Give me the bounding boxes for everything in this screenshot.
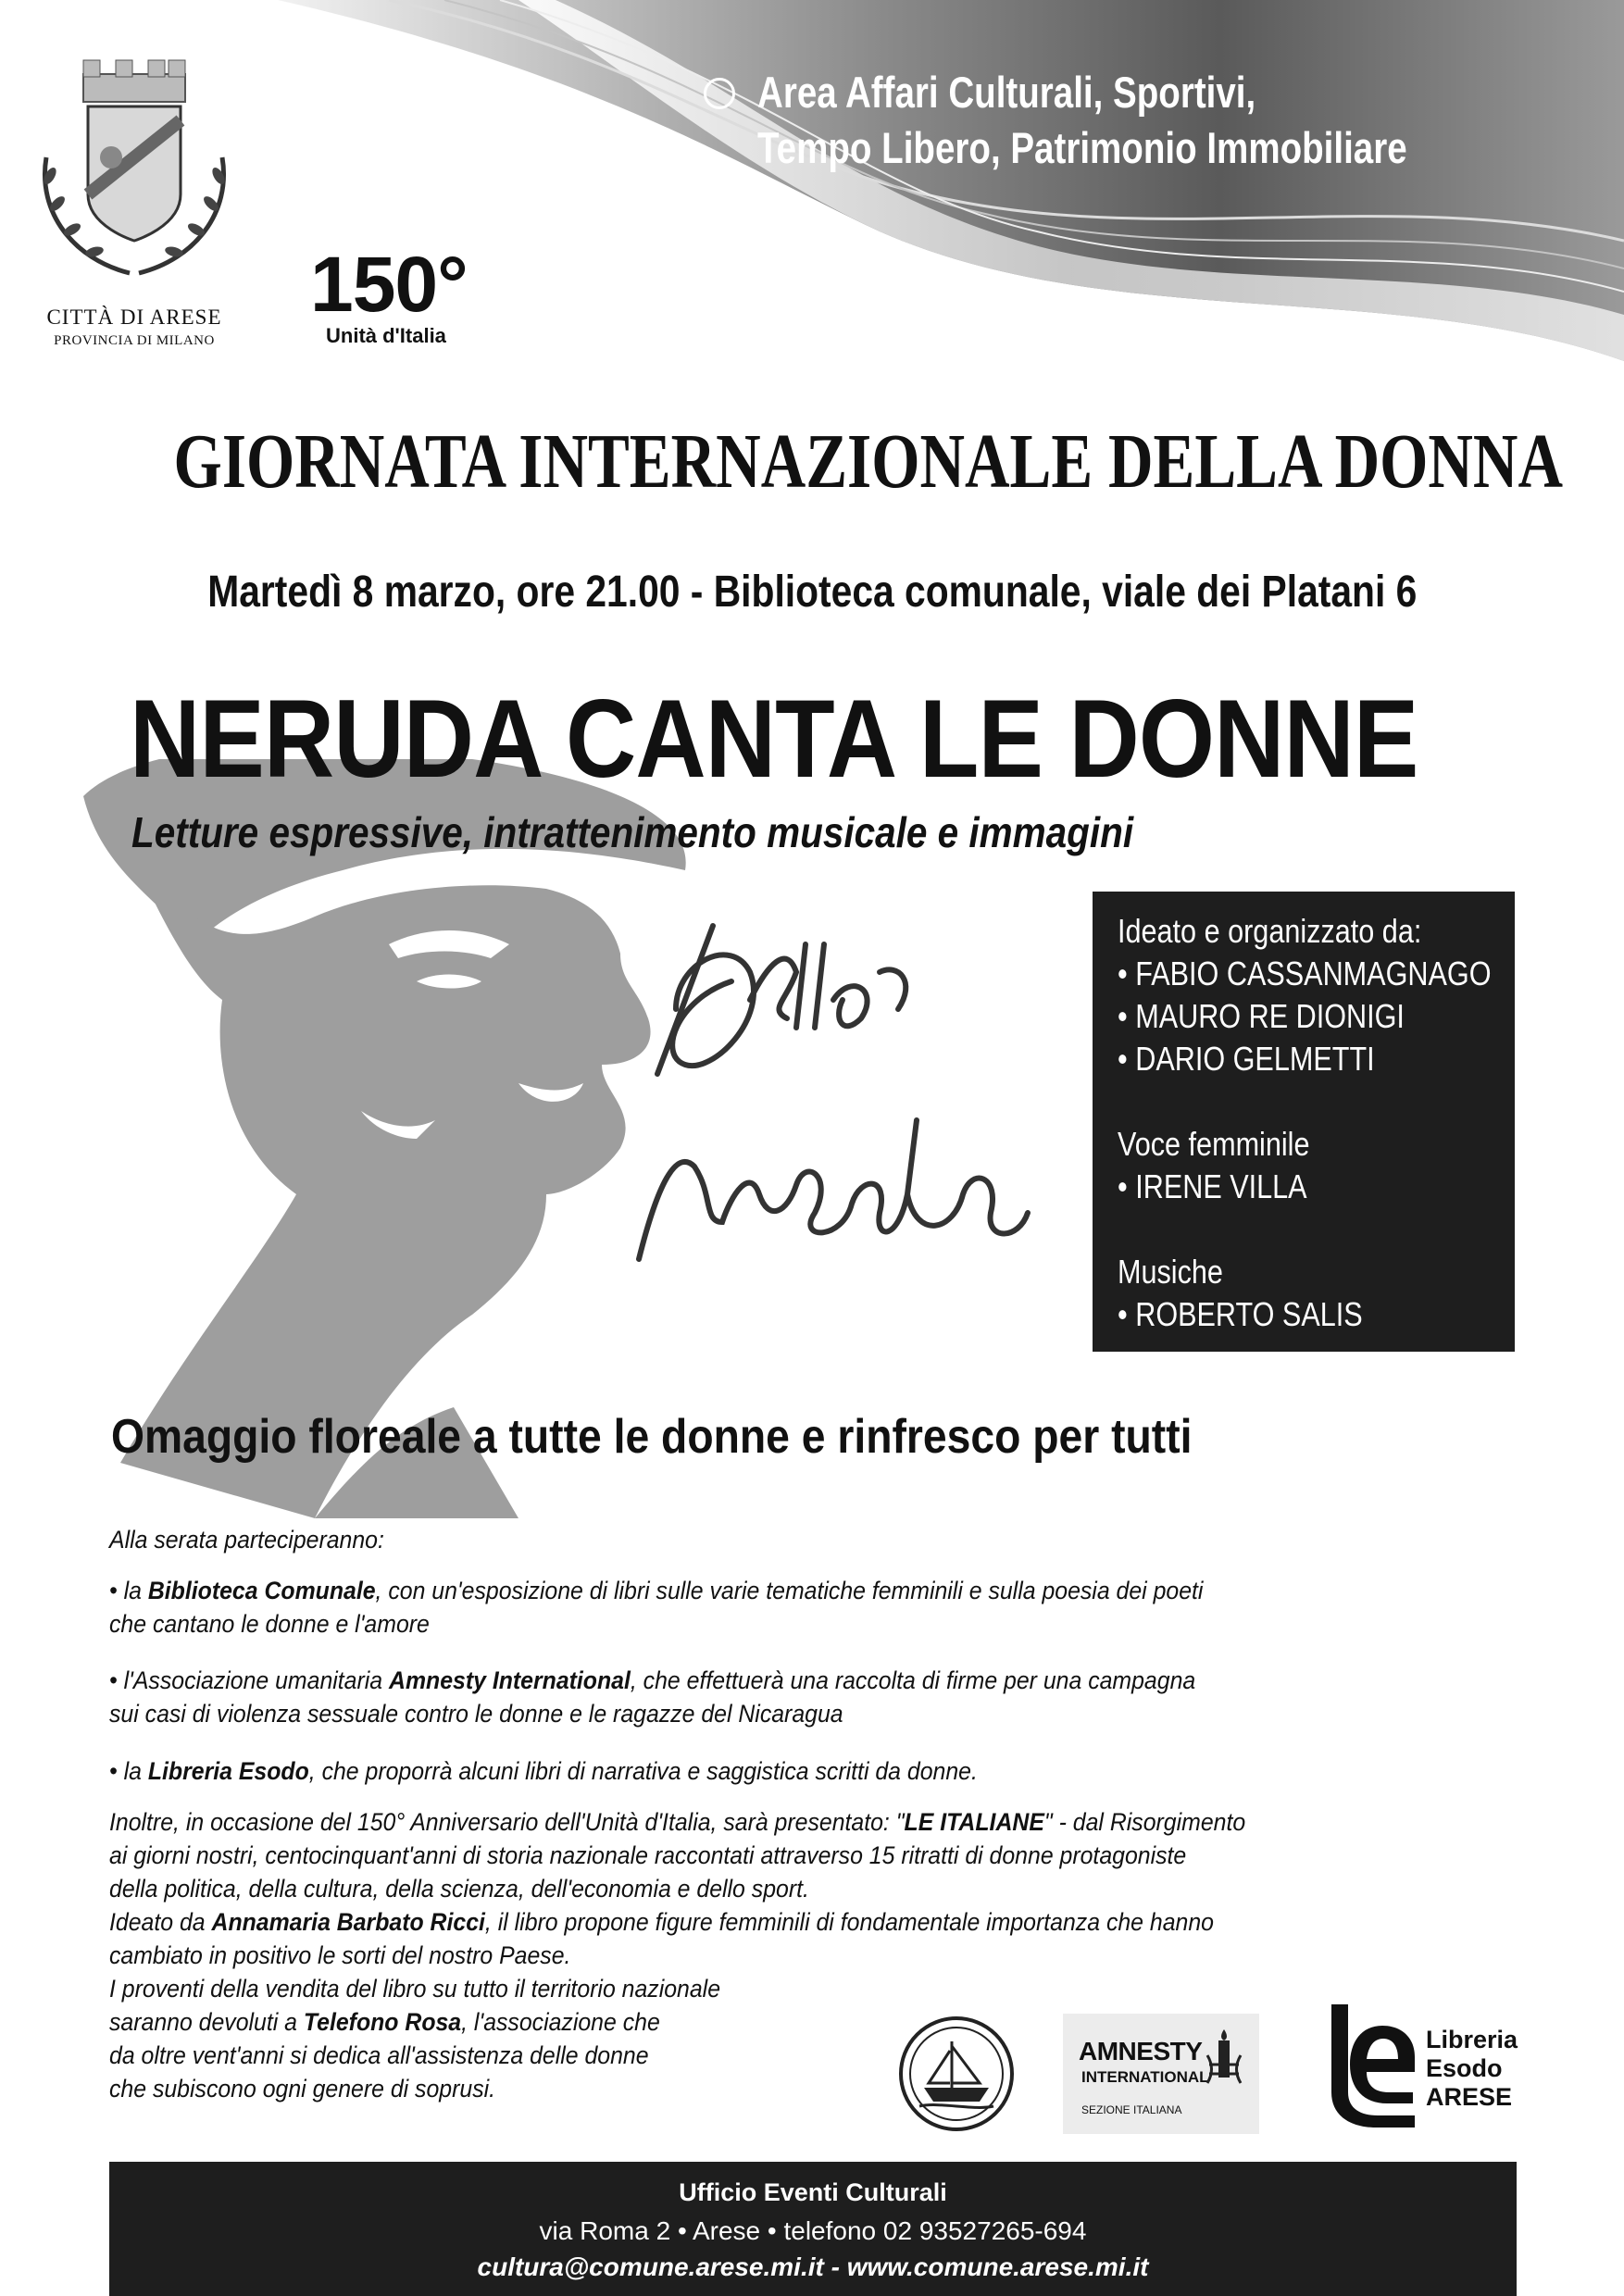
event-date-text: Martedì 8 marzo, ore 21.00 - Biblioteca comunale, viale dei Platani 6	[206, 568, 1418, 617]
text-line: della politica, della cultura, della scienza, dell'economia e dello sport.	[109, 1875, 809, 1903]
anniversary-label: Unità d'Italia	[326, 324, 446, 347]
department-line-2: Tempo Libero, Patrimonio Immobiliare	[757, 123, 1407, 172]
event-date-place	[0, 567, 1624, 618]
ship-seal-logo-icon	[896, 2014, 1017, 2134]
beneficiary-name: Telefono Rosa	[303, 2008, 462, 2036]
participant-desc: che cantano le donne e l'amore	[109, 1610, 430, 1638]
participant-desc: , che effettuerà una raccolta di firme per una campagna	[630, 1666, 1196, 1694]
bullet-prefix: • la	[109, 1757, 148, 1785]
organizer-item: • MAURO RE DIONIGI	[1118, 997, 1405, 1035]
participant-name: Amnesty International	[389, 1666, 631, 1694]
text-span: " - dal Risorgimento	[1043, 1808, 1246, 1836]
text-line: cambiato in positivo le sorti del nostro Paese.	[109, 1941, 571, 1969]
le-logo-icon	[1313, 2000, 1422, 2129]
anniversary-number: 150°	[310, 241, 468, 328]
show-title: NERUDA CANTA LE DONNE	[130, 677, 1418, 801]
music-heading: Musiche	[1118, 1253, 1223, 1291]
amnesty-logo-section: SEZIONE ITALIANA	[1081, 2103, 1182, 2116]
homage-headline: Omaggio floreale a tutte le donne e rinfresco per tutti	[111, 1410, 1193, 1464]
candle-icon	[1204, 2028, 1244, 2092]
text-span: , l'associazione che	[461, 2008, 660, 2036]
city-name: CITTÀ DI ARESE	[46, 306, 222, 329]
neruda-portrait-illustration	[83, 759, 1074, 1518]
text-line: che subiscono ogni genere di soprusi.	[109, 2075, 496, 2103]
participant-library	[109, 1574, 1203, 1641]
event-title	[0, 417, 1624, 506]
text-span: Inoltre, in occasione del 150° Anniversario dell'Unità d'Italia, sarà presentato: "	[109, 1808, 905, 1836]
libreria-logo-line: Esodo	[1426, 2054, 1503, 2082]
province-name: PROVINCIA DI MILANO	[54, 333, 215, 348]
amnesty-logo-intl: INTERNATIONAL	[1081, 2068, 1209, 2086]
participant-desc: , con un'esposizione di libri sulle varie tematiche femminili e sulla poesia dei poeti	[375, 1577, 1204, 1604]
show-subtitle: Letture espressive, intrattenimento musicale e immagini	[131, 808, 1134, 856]
libreria-logo-line: ARESE	[1426, 2083, 1513, 2111]
header-wave-decoration	[0, 0, 1624, 398]
participant-name: Biblioteca Comunale	[147, 1577, 376, 1604]
amnesty-logo-name: AMNESTY	[1079, 2037, 1203, 2065]
participant-name: Libreria Esodo	[147, 1757, 309, 1785]
credits-box	[1093, 892, 1515, 1352]
participant-amnesty	[109, 1664, 1195, 1730]
event-title-text: GIORNATA INTERNAZIONALE DELLA DONNA	[173, 418, 1563, 505]
text-span: Ideato da	[109, 1908, 212, 1936]
author-name: Annamaria Barbato Ricci	[211, 1908, 485, 1936]
text-line: ai giorni nostri, centocinquant'anni di storia nazionale raccontati attraverso 15 ritratti di donne protagoniste	[109, 1841, 1187, 1869]
organizer-item: • DARIO GELMETTI	[1118, 1040, 1375, 1078]
participant-desc: sui casi di violenza sessuale contro le donne e le ragazze del Nicaragua	[109, 1700, 843, 1728]
footer-office-title: Ufficio Eventi Culturali	[679, 2178, 947, 2206]
book-title: LE ITALIANE	[904, 1808, 1044, 1836]
circle-bullet-icon	[704, 78, 735, 109]
footer-address: via Roma 2 • Arese • telefono 02 93527265-694	[539, 2216, 1087, 2245]
voice-item: • IRENE VILLA	[1118, 1167, 1307, 1205]
city-crest-icon	[28, 56, 241, 287]
music-item: • ROBERTO SALIS	[1118, 1295, 1363, 1333]
text-span: saranno devoluti a	[109, 2008, 304, 2036]
bullet-prefix: • l'Associazione umanitaria	[109, 1666, 390, 1694]
department-line-1: Area Affari Culturali, Sportivi,	[757, 68, 1256, 117]
voice-heading: Voce femminile	[1118, 1125, 1310, 1163]
text-span: , il libro propone figure femminili di fondamentale importanza che hanno	[484, 1908, 1214, 1936]
participants-intro: Alla serata parteciperanno:	[109, 1526, 384, 1554]
participant-desc: , che proporrà alcuni libri di narrativa e saggistica scritti da donne.	[308, 1757, 978, 1785]
text-line: da oltre vent'anni si dedica all'assistenza delle donne	[109, 2041, 649, 2069]
organizer-item: • FABIO CASSANMAGNAGO	[1118, 955, 1492, 992]
participant-bookstore	[109, 1754, 978, 1788]
footer-contact-bar	[109, 2162, 1517, 2296]
text-line: I proventi della vendita del libro su tutto il territorio nazionale	[109, 1975, 721, 2003]
libreria-logo-line: Libreria	[1426, 2026, 1518, 2053]
footer-web-contacts: cultura@comune.arese.mi.it - www.comune.arese.mi.it	[477, 2252, 1149, 2281]
organized-heading: Ideato e organizzato da:	[1118, 912, 1422, 950]
bullet-prefix: • la	[109, 1577, 148, 1604]
